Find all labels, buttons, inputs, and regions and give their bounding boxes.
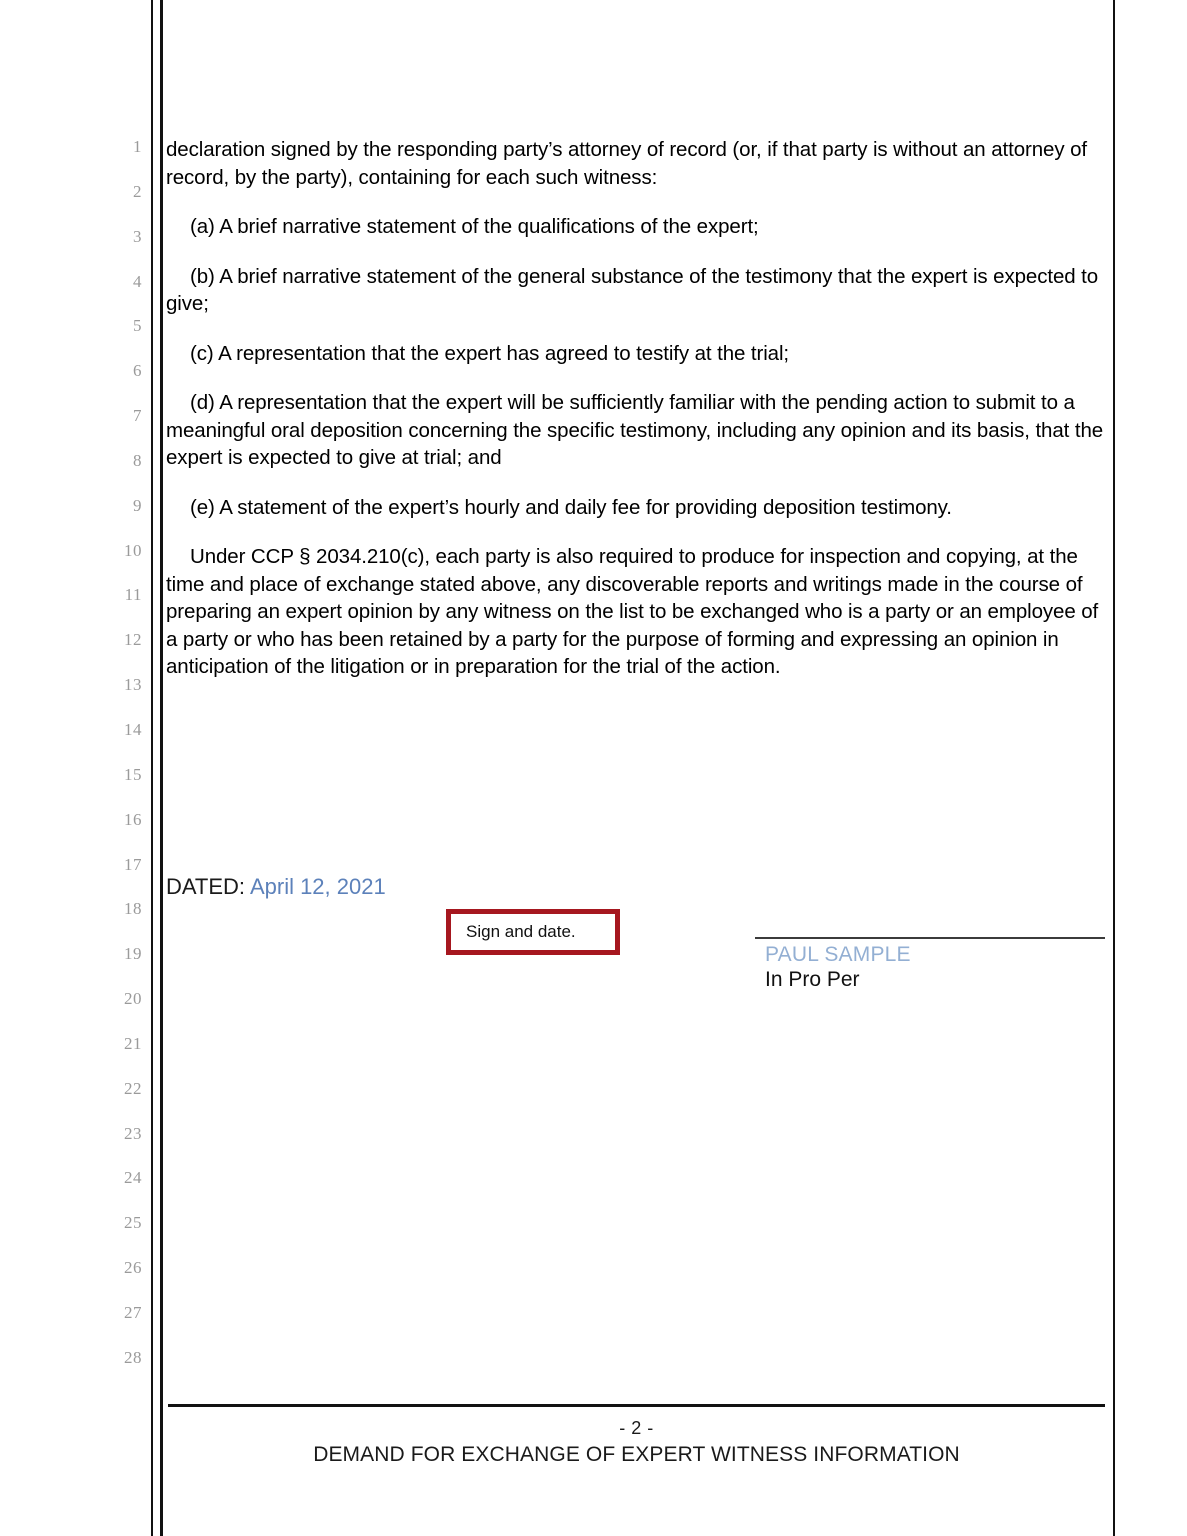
line-number: 9 (133, 495, 142, 515)
line-number: 6 (133, 361, 142, 381)
line-number: 20 (124, 989, 142, 1009)
signature-block (755, 937, 1105, 992)
body-paragraph-e: (e) A statement of the expert’s hourly and daily fee for providing deposition testimony. (190, 495, 952, 519)
line-number: 7 (133, 406, 142, 426)
body-paragraph-b: (b) A brief narrative statement of the general substance of the testimony that the expert is expected to give; (166, 264, 1099, 315)
annotation-label: Sign and date. (466, 922, 576, 941)
sign-and-date-annotation (446, 909, 620, 955)
left-inner-margin-rule (160, 0, 163, 1536)
footer-document-title: DEMAND FOR EXCHANGE OF EXPERT WITNESS INFORMATION (313, 1443, 960, 1466)
line-number: 4 (133, 271, 142, 291)
line-number: 25 (124, 1213, 142, 1233)
line-number: 16 (124, 809, 142, 829)
signature-line[interactable] (755, 937, 1105, 939)
line-number: 27 (124, 1302, 142, 1322)
line-number: 11 (124, 585, 142, 605)
body-paragraph-c: (c) A representation that the expert has agreed to testify at the trial; (190, 341, 790, 365)
line-number: 8 (133, 450, 142, 470)
line-number: 5 (133, 316, 142, 336)
page-footer (168, 1415, 1105, 1469)
signer-role: In Pro Per (765, 968, 860, 991)
signer-name: PAUL SAMPLE (765, 943, 911, 966)
line-number: 18 (124, 899, 142, 919)
line-number: 13 (124, 675, 142, 695)
document-body (166, 136, 1111, 705)
line-number: 24 (124, 1168, 142, 1188)
body-paragraph-ccp: Under CCP § 2034.210(c), each party is also required to produce for inspection and copying, at the time and place of exchange stated above, any discoverable reports and writings made in the course of preparing an expert opinion by any witness on the list to be exchanged who is a party or an employee of a party or who has been retained by a party for the purpose of forming and expressing an opinion in anticipation of the litigation or in preparation for the trial of the action. (166, 545, 1099, 678)
right-margin-rule (1113, 0, 1115, 1536)
dated-label: DATED: (166, 874, 246, 899)
dated-value[interactable]: April 12, 2021 (249, 874, 386, 899)
line-number: 22 (124, 1078, 142, 1098)
dated-line (166, 874, 386, 900)
line-number: 3 (133, 226, 142, 246)
left-outer-margin-rule (151, 0, 153, 1536)
line-number: 12 (124, 630, 142, 650)
line-number: 28 (124, 1347, 142, 1367)
line-number: 23 (124, 1123, 142, 1143)
body-paragraph-d: (d) A representation that the expert will be sufficiently familiar with the pending action to submit to a meaningful oral deposition concerning the specific testimony, including any opinion and its basis, that the expert is expected to give at trial; and (166, 391, 1104, 469)
body-paragraph-a: (a) A brief narrative statement of the qualifications of the expert; (190, 215, 759, 238)
footer-separator (168, 1404, 1105, 1407)
body-paragraph-intro: declaration signed by the responding party’s attorney of record (or, if that party is without an attorney of record, by the party), containing for each such witness: (166, 138, 1087, 189)
line-number: 17 (124, 854, 142, 874)
line-number: 10 (124, 540, 142, 560)
footer-page-number: - 2 - (619, 1418, 654, 1438)
line-number: 14 (124, 719, 142, 739)
line-number: 2 (133, 181, 142, 201)
line-number: 15 (124, 764, 142, 784)
line-number-gutter (96, 138, 142, 1366)
line-number: 21 (124, 1033, 142, 1053)
line-number: 19 (124, 944, 142, 964)
line-number: 26 (124, 1258, 142, 1278)
line-number: 1 (133, 137, 142, 156)
